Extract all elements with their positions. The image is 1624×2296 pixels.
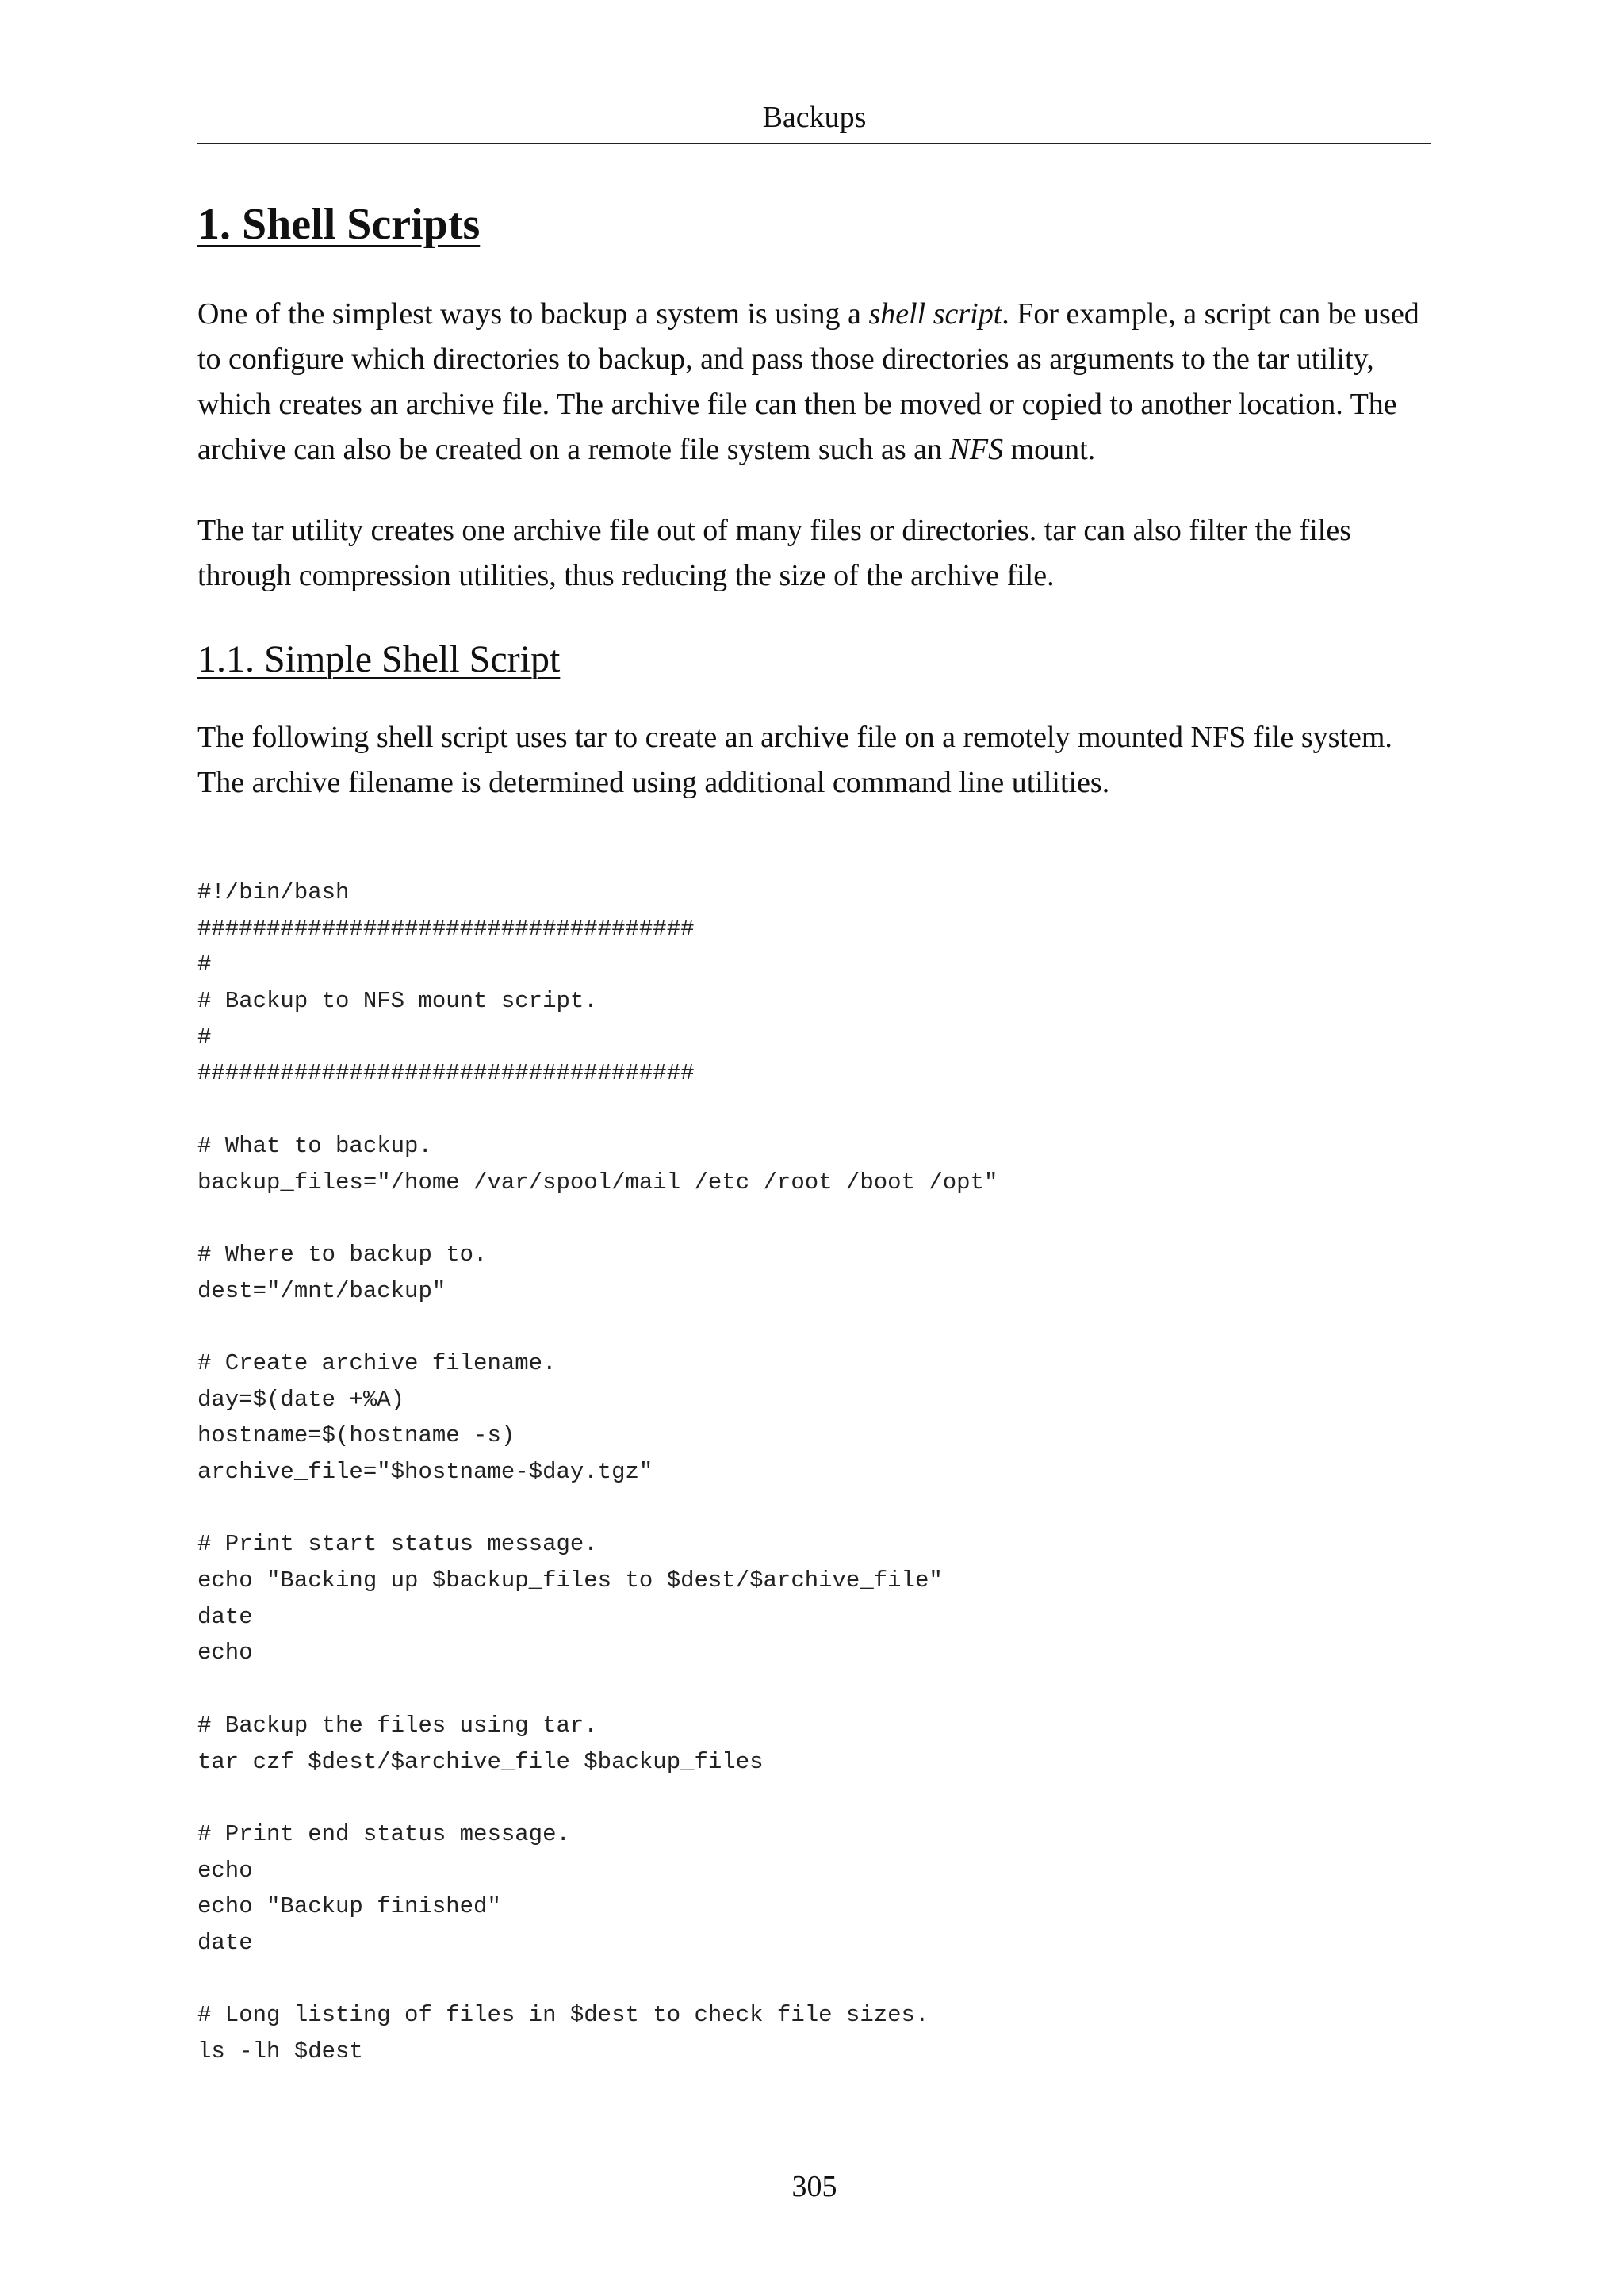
code-line: #!/bin/bash bbox=[197, 879, 350, 905]
header-divider bbox=[197, 143, 1431, 144]
code-line: # Print end status message. bbox=[197, 1820, 570, 1847]
code-line: dest="/mnt/backup" bbox=[197, 1277, 446, 1304]
code-line: day=$(date +%A) bbox=[197, 1386, 405, 1413]
code-line: # What to backup. bbox=[197, 1132, 432, 1159]
code-line bbox=[197, 1671, 1431, 1708]
code-line: echo bbox=[197, 1640, 253, 1667]
code-line: ls -lh $dest bbox=[197, 2038, 363, 2064]
code-line: # Backup the files using tar. bbox=[197, 1712, 598, 1739]
code-line bbox=[197, 1490, 1431, 1527]
running-header: Backups bbox=[762, 101, 867, 134]
code-line: # Create archive filename. bbox=[197, 1349, 557, 1376]
code-line: echo "Backing up $backup_files to $dest/$archive_file" bbox=[197, 1567, 943, 1594]
code-line: tar czf $dest/$archive_file $backup_files bbox=[197, 1748, 764, 1775]
code-line: #################################### bbox=[197, 915, 695, 942]
code-line bbox=[197, 1309, 1431, 1345]
code-line bbox=[197, 1092, 1431, 1128]
code-line bbox=[197, 1200, 1431, 1237]
section-heading: 1. Shell Scripts bbox=[197, 200, 481, 249]
code-line: # bbox=[197, 951, 212, 978]
emphasis-nfs: NFS bbox=[949, 433, 1004, 466]
code-line: echo "Backup finished" bbox=[197, 1893, 501, 1920]
code-line bbox=[197, 1780, 1431, 1816]
code-listing bbox=[197, 874, 1431, 2070]
page-content bbox=[197, 193, 1431, 2070]
code-line: # bbox=[197, 1024, 212, 1050]
code-line: echo bbox=[197, 1857, 253, 1884]
intro-text-part-3: mount. bbox=[1003, 433, 1096, 466]
code-line bbox=[197, 1961, 1431, 1998]
code-line: date bbox=[197, 1929, 253, 1956]
subsection-heading: 1.1. Simple Shell Script bbox=[197, 638, 561, 680]
script-description-paragraph: The following shell script uses tar to create an archive file on a remotely mounted NFS file system. The archive filename is determined using additional command line utilities. bbox=[197, 721, 1392, 799]
code-line: # Long listing of files in $dest to check file sizes. bbox=[197, 2002, 929, 2029]
code-line: # Backup to NFS mount script. bbox=[197, 988, 598, 1015]
code-line: # Where to backup to. bbox=[197, 1241, 488, 1268]
code-line: backup_files="/home /var/spool/mail /etc /root /boot /opt" bbox=[197, 1169, 998, 1196]
code-line: date bbox=[197, 1603, 253, 1630]
code-line: #################################### bbox=[197, 1060, 695, 1087]
code-line: # Print start status message. bbox=[197, 1531, 598, 1558]
tar-paragraph: The tar utility creates one archive file out of many files or directories. tar can also filter the files through compression utilities, thus reducing the size of the archive file. bbox=[197, 514, 1352, 592]
code-line: hostname=$(hostname -s) bbox=[197, 1422, 515, 1449]
code-line: archive_file="$hostname-$day.tgz" bbox=[197, 1459, 653, 1485]
intro-text-part-1: One of the simplest ways to backup a system is using a bbox=[197, 297, 869, 331]
intro-paragraph bbox=[197, 292, 1431, 473]
emphasis-shell-script: shell script bbox=[868, 297, 1002, 331]
page-number: 305 bbox=[791, 2170, 837, 2203]
intro-text-part-2: . For example, a script can be used to configure which directories to backup, and pass those directories as arguments to the tar utility, which creates an archive file. The archive file can then be moved or copied to another location. The archive can also be created on a remote file system such as an bbox=[197, 297, 1419, 466]
